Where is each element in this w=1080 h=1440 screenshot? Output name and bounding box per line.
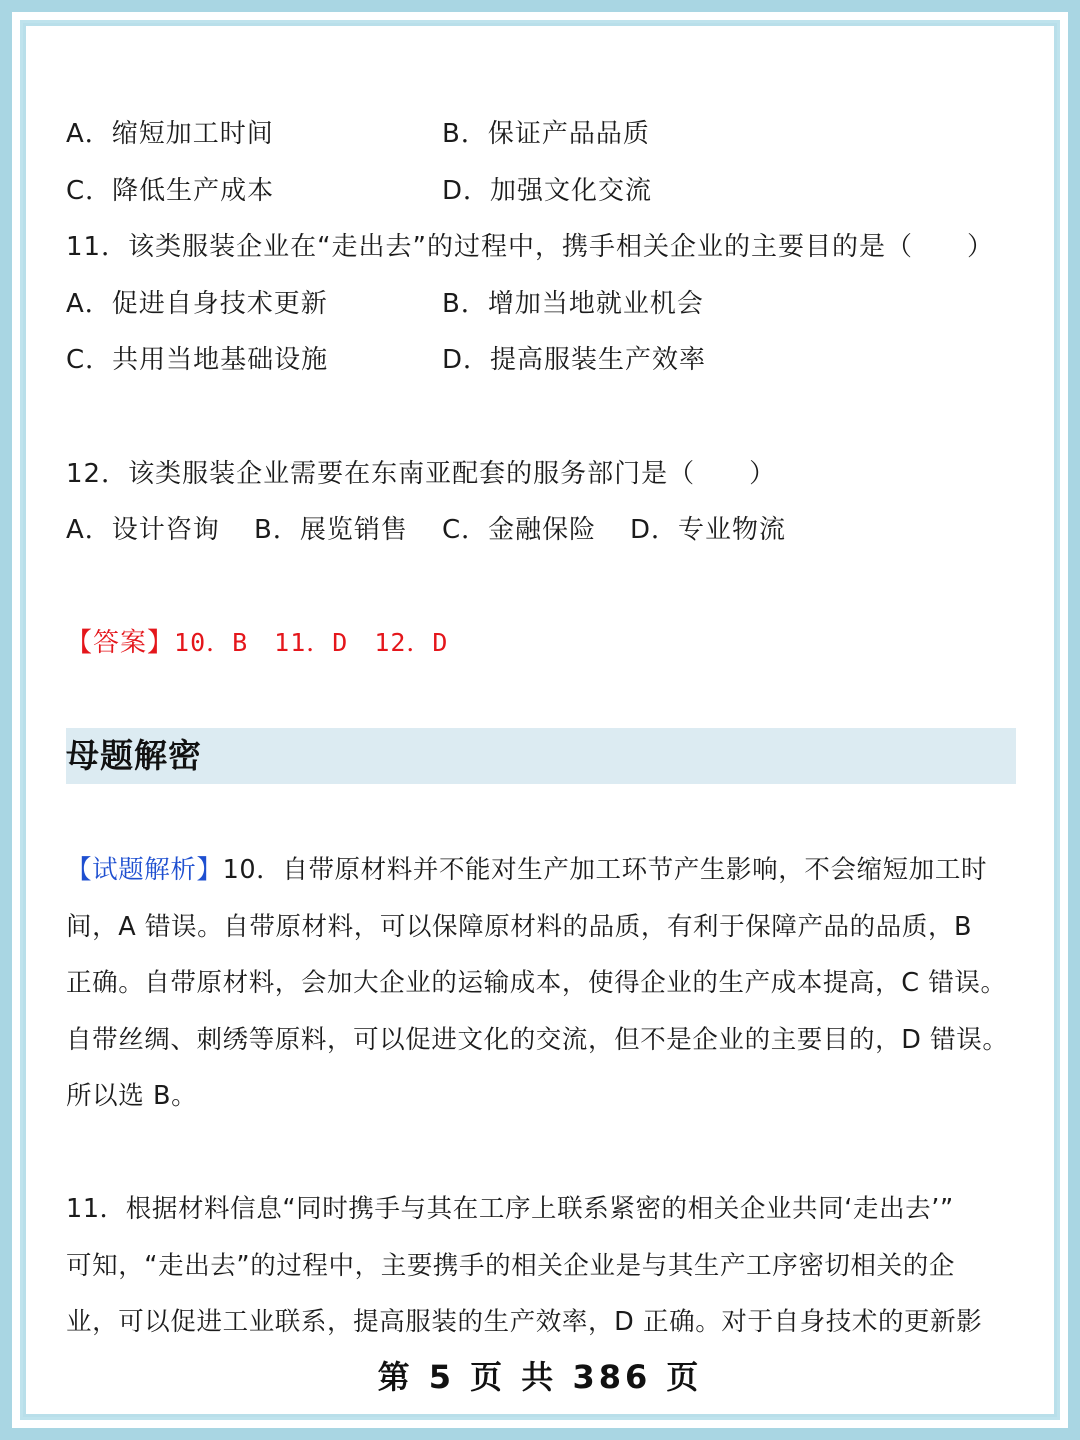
answer-values: 10．B 11．D 12．D <box>174 628 449 657</box>
section-title: 母题解密 <box>66 736 202 775</box>
q12-stem: 12．该类服装企业需要在东南亚配套的服务部门是（ ） <box>66 459 777 489</box>
analysis-line: 间，A 错误。自带原材料，可以保障原材料的品质，有利于保障产品的品质，B <box>66 911 973 942</box>
q11-option-c: C．共用当地基础设施 <box>66 345 329 375</box>
page-number: 第 5 页 共 386 页 <box>377 1358 703 1396</box>
q10-option-a: A．缩短加工时间 <box>66 119 274 149</box>
analysis-line: 自带丝绸、刺绣等原料，可以促进文化的交流，但不是企业的主要目的，D 错误。 <box>66 1024 1009 1055</box>
q11-option-d: D．提高服装生产效率 <box>442 345 707 375</box>
analysis-first-text: 10．自带原材料并不能对生产加工环节产生影响，不会缩短加工时 <box>222 855 988 885</box>
q10-option-d: D．加强文化交流 <box>442 176 653 206</box>
section-header <box>66 728 1016 784</box>
q12-option-b: B．展览销售 <box>254 515 408 545</box>
analysis-first-line <box>66 842 1016 899</box>
q10-option-c: C．降低生产成本 <box>66 176 275 206</box>
q12-option-d: D．专业物流 <box>630 515 787 545</box>
analysis-line: 11．根据材料信息“同时携手与其在工序上联系紧密的相关企业共同‘走出去’” <box>66 1194 954 1224</box>
q11-stem: 11．该类服装企业在“走出去”的过程中，携手相关企业的主要目的是（ ） <box>66 232 995 262</box>
answer-label: 【答案】 <box>66 628 175 658</box>
analysis-paragraph-10 <box>66 842 1016 1125</box>
analysis-label: 【试题解析】 <box>66 855 223 885</box>
q11-option-a: A．促进自身技术更新 <box>66 289 328 319</box>
analysis-line: 可知，“走出去”的过程中，主要携手的相关企业是与其生产工序密切相关的企 <box>66 1250 955 1281</box>
q10-option-b: B．保证产品品质 <box>442 119 650 149</box>
analysis-paragraph-11 <box>66 1181 1016 1351</box>
q12-option-a: A．设计咨询 <box>66 515 220 545</box>
answer-line <box>66 623 448 663</box>
analysis-line: 业，可以促进工业联系，提高服装的生产效率，D 正确。对于自身技术的更新影 <box>66 1307 983 1337</box>
analysis-line: 所以选 B。 <box>66 1081 198 1111</box>
q12-option-c: C．金融保险 <box>442 515 597 545</box>
q11-option-b: B．增加当地就业机会 <box>442 289 704 319</box>
analysis-line: 正确。自带原材料，会加大企业的运输成本，使得企业的生产成本提高，C 错误。 <box>66 968 1007 998</box>
